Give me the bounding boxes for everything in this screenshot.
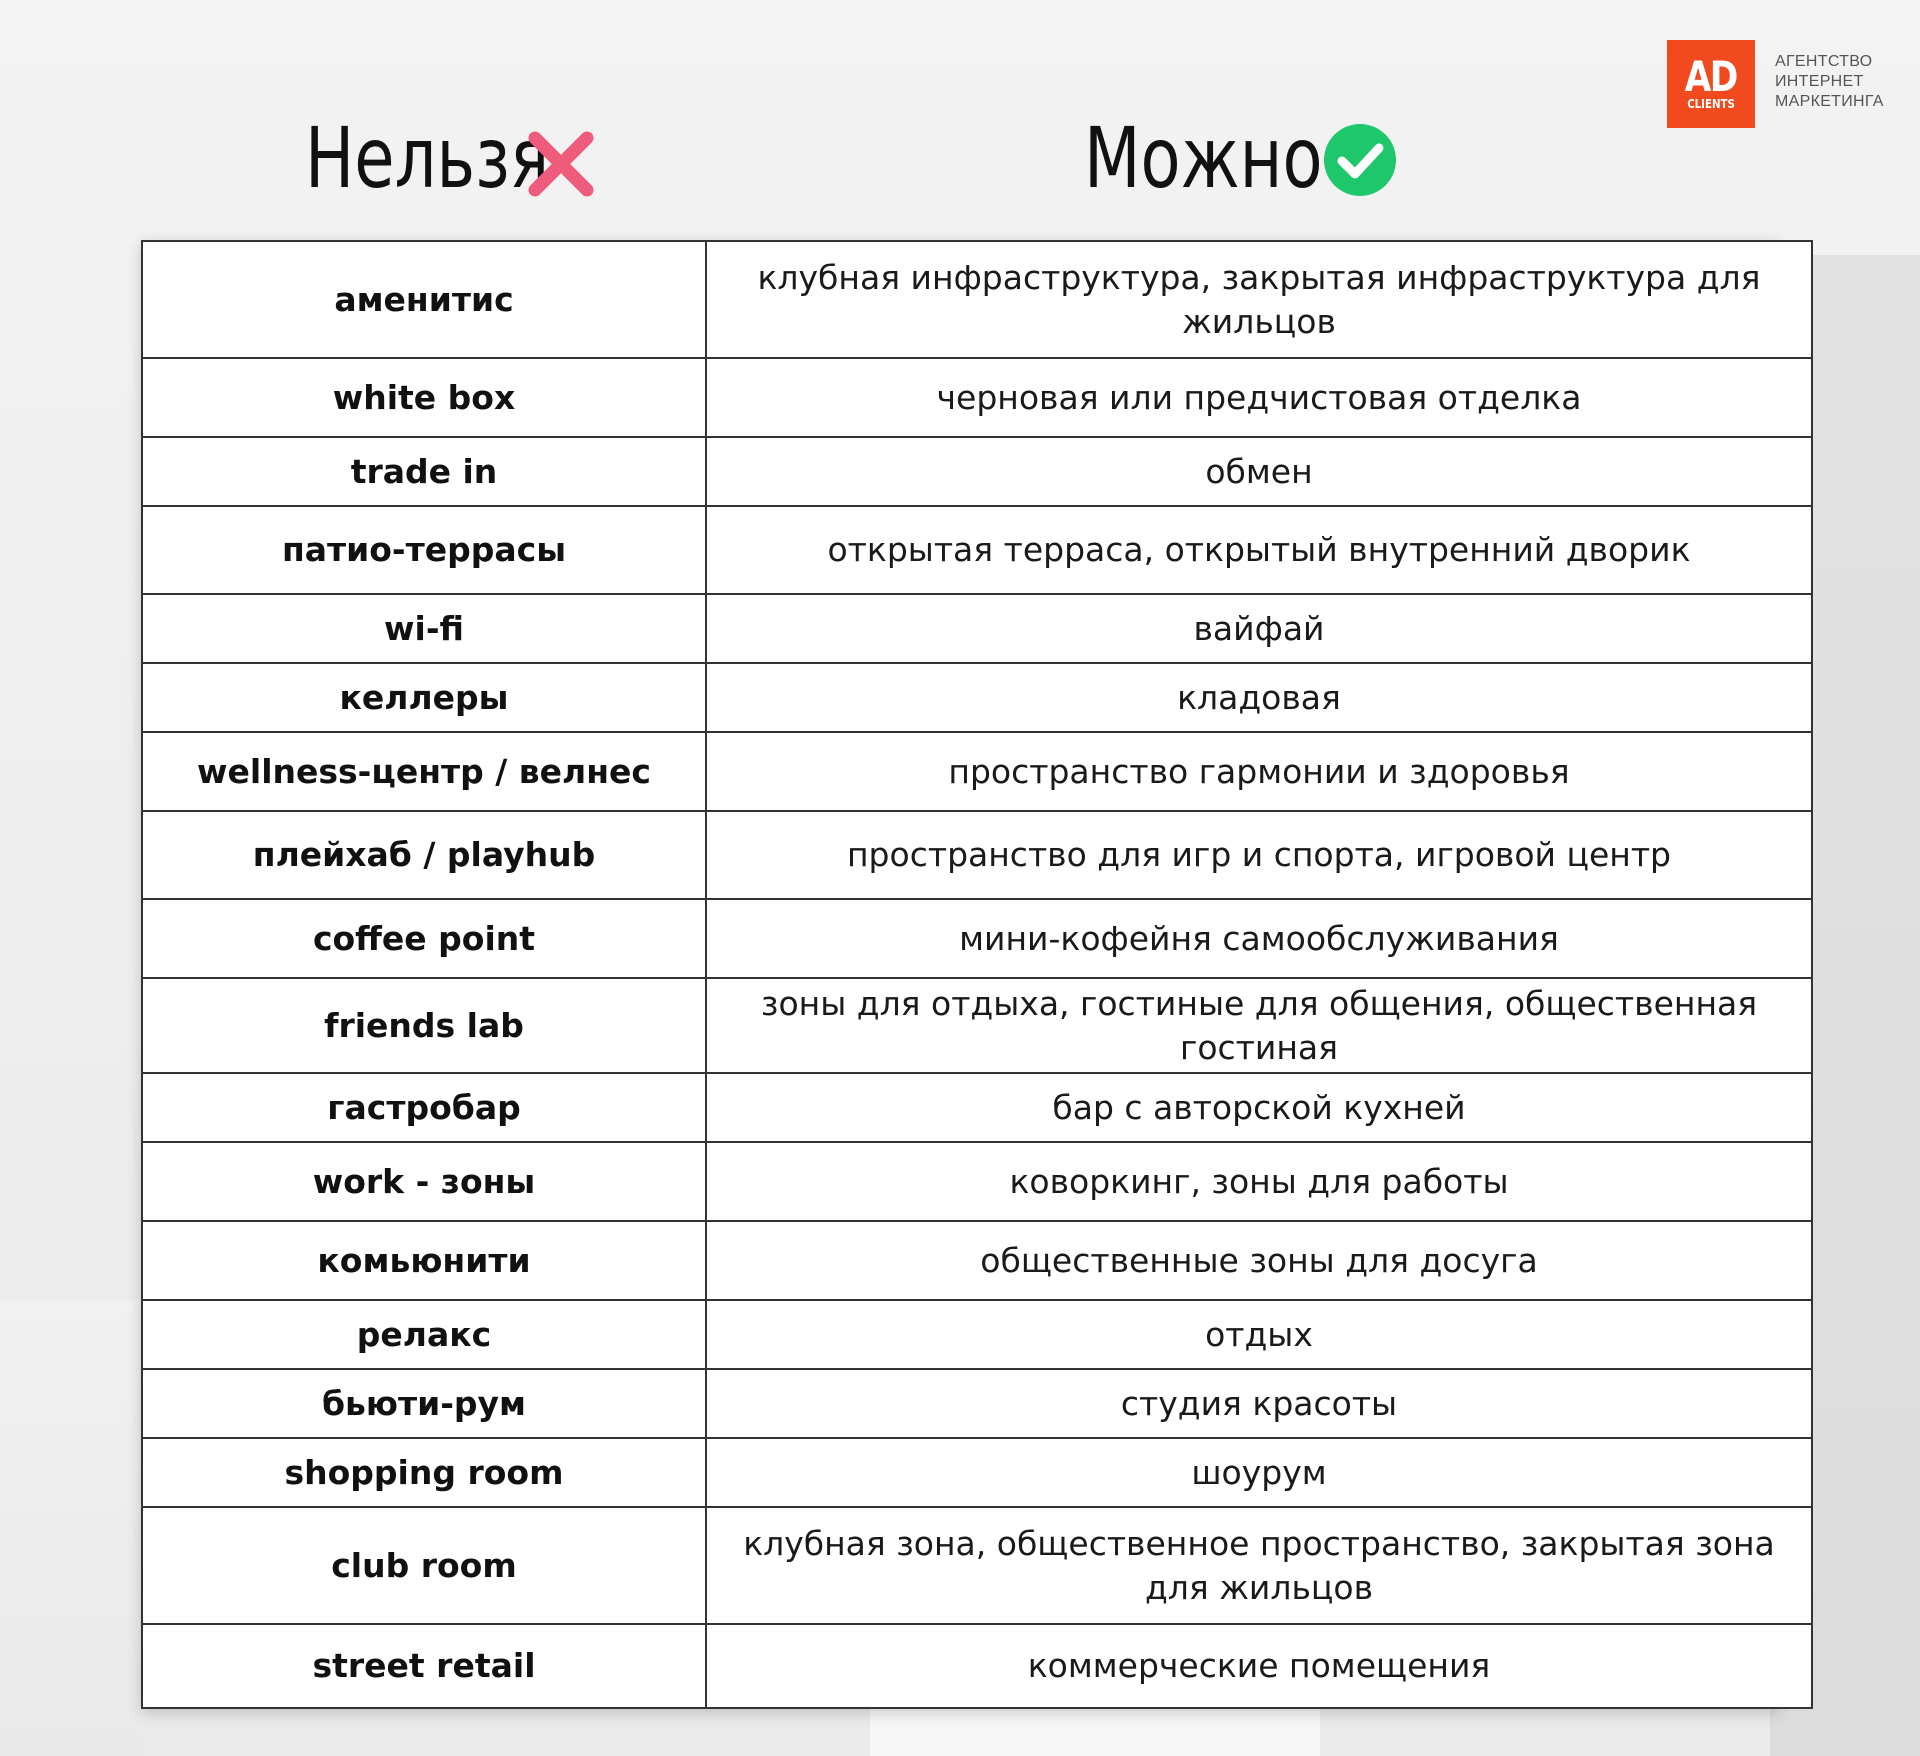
table-row — [142, 1438, 1812, 1507]
logo-tagline-line: МАРКЕТИНГА — [1775, 93, 1884, 110]
header-forbidden — [305, 108, 618, 208]
table-row — [142, 506, 1812, 594]
table-row — [142, 811, 1812, 899]
table-row — [142, 1073, 1812, 1142]
logo-mark — [1667, 40, 1755, 128]
allowed-term-cell: клубная зона, общественное пространство, закрытая зона для жильцов — [706, 1507, 1812, 1624]
allowed-term-cell: кладовая — [706, 663, 1812, 732]
forbidden-term-cell: white box — [142, 358, 706, 437]
logo-tagline — [1775, 52, 1884, 112]
allowed-term-cell: коммерческие помещения — [706, 1624, 1812, 1708]
forbidden-term-cell: гастробар — [142, 1073, 706, 1142]
allowed-term-cell: зоны для отдыха, гостиные для общения, общественная гостиная — [706, 978, 1812, 1073]
table-row — [142, 1221, 1812, 1300]
logo-tagline-line: ИНТЕРНЕТ — [1775, 73, 1864, 90]
header-forbidden-title: Нельзя — [305, 109, 550, 207]
forbidden-term-cell: аменитис — [142, 241, 706, 358]
allowed-term-cell: общественные зоны для досуга — [706, 1221, 1812, 1300]
table-row — [142, 594, 1812, 663]
table-row — [142, 1624, 1812, 1708]
allowed-term-cell: бар с авторской кухней — [706, 1073, 1812, 1142]
logo-tagline-line: АГЕНТСТВО — [1775, 53, 1873, 70]
logo-mark-top: AD — [1685, 52, 1737, 101]
forbidden-term-cell: wellness-центр / велнес — [142, 732, 706, 811]
allowed-term-cell: студия красоты — [706, 1369, 1812, 1438]
allowed-term-cell: мини-кофейня самообслуживания — [706, 899, 1812, 978]
agency-logo — [1667, 40, 1884, 128]
allowed-term-cell: клубная инфраструктура, закрытая инфраструктура для жильцов — [706, 241, 1812, 358]
allowed-term-cell: отдых — [706, 1300, 1812, 1369]
background-panel-left — [0, 1300, 140, 1756]
forbidden-term-cell: friends lab — [142, 978, 706, 1073]
logo-mark-bottom: CLIENTS — [1687, 97, 1735, 111]
check-circle-icon — [1322, 122, 1398, 198]
table-row — [142, 1142, 1812, 1221]
table-row — [142, 732, 1812, 811]
forbidden-term-cell: shopping room — [142, 1438, 706, 1507]
allowed-term-cell: коворкинг, зоны для работы — [706, 1142, 1812, 1221]
table-row — [142, 437, 1812, 506]
table-row — [142, 1300, 1812, 1369]
table-row — [142, 241, 1812, 358]
forbidden-term-cell: плейхаб / playhub — [142, 811, 706, 899]
forbidden-term-cell: trade in — [142, 437, 706, 506]
allowed-term-cell: обмен — [706, 437, 1812, 506]
allowed-term-cell: пространство для игр и спорта, игровой центр — [706, 811, 1812, 899]
allowed-term-cell: шоурум — [706, 1438, 1812, 1507]
header-allowed — [1084, 108, 1390, 208]
allowed-term-cell: черновая или предчистовая отделка — [706, 358, 1812, 437]
header-allowed-title: Можно — [1084, 109, 1323, 207]
table-row — [142, 663, 1812, 732]
cross-icon — [527, 130, 595, 198]
forbidden-term-cell: келлеры — [142, 663, 706, 732]
table-row — [142, 978, 1812, 1073]
forbidden-term-cell: патио-террасы — [142, 506, 706, 594]
forbidden-term-cell: coffee point — [142, 899, 706, 978]
table-row — [142, 358, 1812, 437]
forbidden-term-cell: club room — [142, 1507, 706, 1624]
forbidden-term-cell: бьюти-рум — [142, 1369, 706, 1438]
forbidden-term-cell: wi-fi — [142, 594, 706, 663]
forbidden-term-cell: релакс — [142, 1300, 706, 1369]
table-row — [142, 899, 1812, 978]
table-row — [142, 1507, 1812, 1624]
allowed-term-cell: открытая терраса, открытый внутренний дворик — [706, 506, 1812, 594]
comparison-table — [141, 240, 1779, 1709]
table-row — [142, 1369, 1812, 1438]
allowed-term-cell: вайфай — [706, 594, 1812, 663]
forbidden-term-cell: комьюнити — [142, 1221, 706, 1300]
allowed-term-cell: пространство гармонии и здоровья — [706, 732, 1812, 811]
forbidden-term-cell: street retail — [142, 1624, 706, 1708]
forbidden-term-cell: work - зоны — [142, 1142, 706, 1221]
